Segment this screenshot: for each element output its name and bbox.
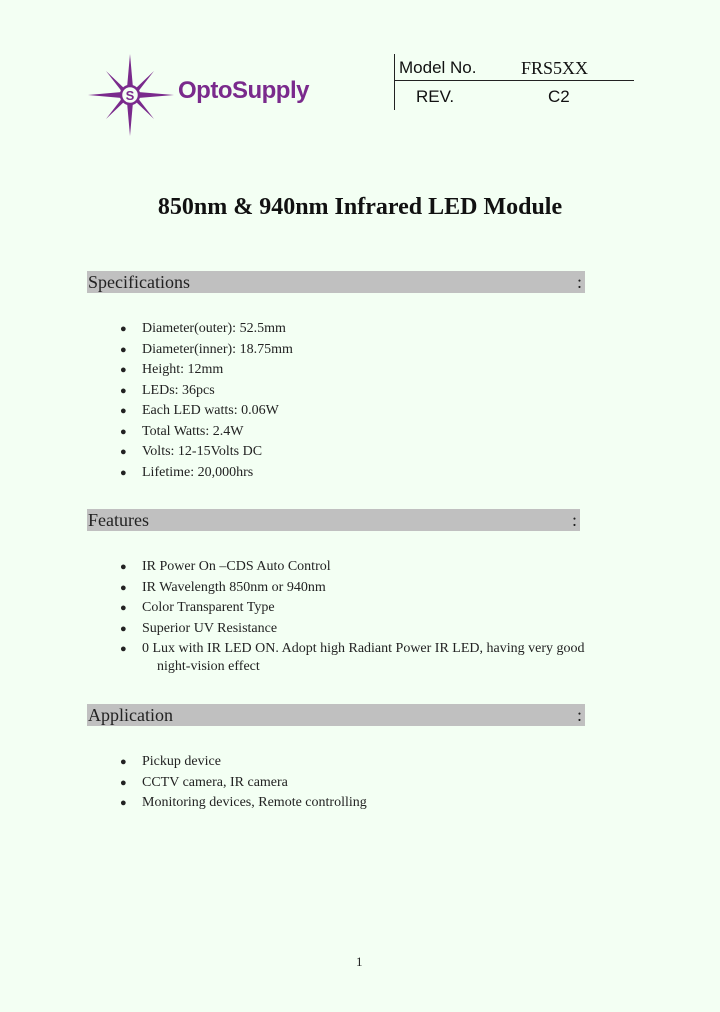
document-title: 850nm & 940nm Infrared LED Module: [157, 194, 563, 220]
bullet-icon: ●: [120, 405, 127, 417]
bullet-icon: ●: [120, 343, 127, 356]
list-item-text: Lifetime: 20,000hrs: [142, 464, 254, 480]
list-item-text: Monitoring devices, Remote controlling: [142, 795, 367, 810]
list-item-text: Diameter(outer): 52.5mm: [142, 321, 286, 336]
list-item: [120, 340, 293, 361]
bullet-icon: ●: [120, 643, 127, 655]
list-item: [120, 381, 293, 402]
list-item-text: Diameter(inner): 18.75mm: [142, 341, 293, 357]
bullet-icon: ●: [120, 756, 127, 768]
section-colon: :: [571, 510, 577, 530]
list-item: [120, 619, 585, 640]
bullet-icon: ●: [120, 602, 127, 614]
list-item-text: Height: 12mm: [142, 362, 224, 377]
list-item-text: 0 Lux with IR LED ON. Adopt high Radiant Power IR LED, having very good: [142, 641, 585, 656]
list-item-text: LEDs: 36pcs: [142, 382, 215, 398]
list-item-text: IR Power On –CDS Auto Control: [142, 559, 331, 574]
bullet-icon: ●: [120, 776, 127, 789]
list-item-text: CCTV camera, IR camera: [142, 774, 288, 790]
list-item-text: Total Watts: 2.4W: [142, 423, 244, 439]
bullet-icon: ●: [120, 466, 127, 479]
section-colon: :: [576, 705, 582, 725]
list-item: [120, 773, 367, 794]
table-vertical-line: [394, 54, 395, 110]
section-header-application: [87, 704, 585, 726]
section-colon: :: [576, 272, 582, 292]
bullet-icon: ●: [120, 364, 127, 376]
section-header-features: [87, 509, 580, 531]
bullet-icon: ●: [120, 561, 127, 573]
compass-star-icon: [86, 52, 178, 138]
list-item: [120, 422, 293, 443]
list-item-continuation: night-vision effect: [157, 659, 260, 674]
model-info-table: [394, 54, 634, 110]
page-number: 1: [356, 954, 363, 969]
list-item: [120, 401, 293, 422]
bullet-icon: ●: [120, 446, 127, 458]
logo-symbol-letter: S: [125, 88, 135, 103]
section-header-specifications: [87, 271, 585, 293]
rev-value: C2: [548, 87, 570, 106]
logo-text: OptoSupply: [178, 77, 309, 104]
list-item: [120, 598, 585, 619]
list-item: [120, 639, 585, 660]
model-value: FRS5XX: [521, 58, 589, 78]
list-item: [120, 793, 367, 814]
list-item: [120, 578, 585, 599]
table-horizontal-line: [394, 80, 634, 81]
optosupply-logo: [86, 52, 326, 138]
section-title: Features: [88, 510, 149, 530]
list-item-text: Superior UV Resistance: [142, 620, 278, 636]
list-item: [120, 442, 293, 463]
bullet-icon: ●: [120, 323, 127, 335]
features-list: [120, 557, 585, 660]
bullet-icon: ●: [120, 425, 127, 438]
bullet-icon: ●: [120, 797, 127, 809]
application-list: [120, 752, 367, 814]
list-item: [120, 360, 293, 381]
list-item: [120, 557, 585, 578]
bullet-icon: ●: [120, 622, 127, 635]
list-item-text: IR Wavelength 850nm or 940nm: [142, 579, 326, 595]
list-item-text: Pickup device: [142, 754, 221, 769]
list-item-text: Color Transparent Type: [142, 600, 275, 615]
list-item-text: Volts: 12-15Volts DC: [142, 444, 263, 459]
model-label: Model No.: [399, 58, 477, 77]
list-item: [120, 319, 293, 340]
specifications-list: [120, 319, 293, 483]
bullet-icon: ●: [120, 581, 127, 594]
list-item: [120, 752, 367, 773]
list-item: [120, 463, 293, 484]
bullet-icon: ●: [120, 384, 127, 397]
rev-label: REV.: [416, 87, 455, 106]
list-item-text: Each LED watts: 0.06W: [142, 403, 279, 418]
section-title: Specifications: [88, 272, 190, 292]
section-title: Application: [88, 705, 173, 725]
